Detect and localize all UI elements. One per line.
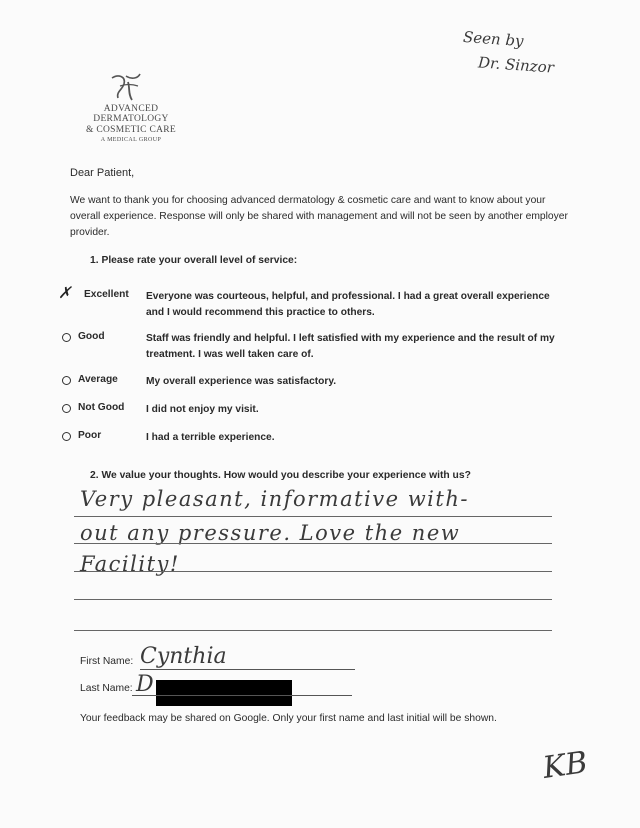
checkmark-icon: ✗ bbox=[58, 283, 72, 302]
logo-line-3: A MEDICAL GROUP bbox=[100, 137, 162, 143]
handwritten-answer-line: Very pleasant, informative with- bbox=[80, 487, 469, 511]
handwritten-annotation-seen-by: Seen by bbox=[462, 27, 525, 51]
first-name-value[interactable]: Cynthia bbox=[140, 644, 227, 669]
rating-description: Everyone was courteous, helpful, and professional. I had a great overall experience and I would recommend this practice to others. bbox=[146, 291, 550, 318]
first-name-line bbox=[140, 669, 355, 670]
radio-button-average[interactable] bbox=[62, 376, 71, 385]
question-2-text: 2. We value your thoughts. How would you describe your experience with us? bbox=[90, 470, 471, 481]
answer-rule-line bbox=[74, 630, 552, 631]
answer-rule-line bbox=[74, 516, 552, 517]
rating-description: I did not enjoy my visit. bbox=[146, 404, 259, 415]
radio-button-good[interactable] bbox=[62, 333, 71, 342]
answer-rule-line bbox=[74, 571, 552, 572]
logo-line-2: & COSMETIC CARE bbox=[85, 125, 176, 135]
handwritten-initials: KB bbox=[540, 745, 590, 786]
radio-button-not-good[interactable] bbox=[62, 404, 71, 413]
company-logo-text bbox=[72, 104, 190, 143]
last-name-label: Last Name: bbox=[80, 683, 133, 694]
handwritten-answer-line: Facility! bbox=[80, 552, 180, 576]
letter-greeting: Dear Patient, bbox=[70, 167, 135, 179]
rating-label: Good bbox=[78, 331, 105, 342]
rating-description: My overall experience was satisfactory. bbox=[146, 376, 337, 387]
rating-label: Excellent bbox=[84, 289, 129, 300]
stylized-figure-logo-icon bbox=[108, 72, 144, 102]
answer-rule-line bbox=[74, 543, 552, 544]
redaction-box bbox=[156, 680, 292, 706]
last-name-line bbox=[132, 695, 352, 696]
rating-label: Average bbox=[78, 374, 118, 385]
answer-rule-line bbox=[74, 599, 552, 600]
question-1-text: 1. Please rate your overall level of service: bbox=[90, 255, 298, 266]
footer-note: Your feedback may be shared on Google. Only your first name and last initial will be shown. bbox=[80, 713, 497, 724]
radio-button-poor[interactable] bbox=[62, 432, 71, 441]
handwritten-answer-line: out any pressure. Love the new bbox=[80, 521, 461, 545]
rating-label: Poor bbox=[78, 430, 102, 441]
handwritten-annotation-doctor: Dr. Sinzor bbox=[477, 53, 555, 77]
last-name-value[interactable]: D bbox=[136, 672, 154, 697]
letter-intro: We want to thank you for choosing advanced dermatology & cosmetic care and want to know about your overall experience. Response will only be shared with management and will not be seen by another employer provider. bbox=[70, 195, 568, 238]
rating-description: Staff was friendly and helpful. I left satisfied with my experience and the result of my treatment. I was well taken care of. bbox=[146, 333, 555, 360]
rating-label: Not Good bbox=[78, 402, 125, 413]
logo-line-1: ADVANCED DERMATOLOGY bbox=[93, 104, 169, 124]
rating-description: I had a terrible experience. bbox=[146, 432, 275, 443]
first-name-label: First Name: bbox=[80, 656, 134, 667]
